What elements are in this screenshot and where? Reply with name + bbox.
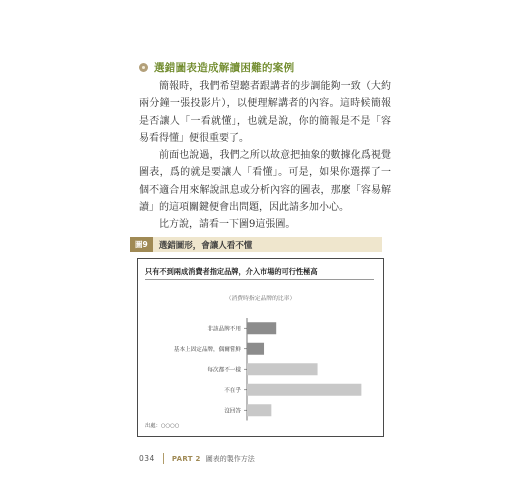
chart-frame xyxy=(137,258,384,437)
category-label: 基本上固定品牌，偶爾嘗鮮 xyxy=(173,346,241,353)
figure-caption-bar xyxy=(130,237,382,252)
chart-title-rule xyxy=(145,279,374,280)
figure-number-tag: 圖9 xyxy=(130,237,153,252)
category-label: 非該品牌不用 xyxy=(207,326,241,333)
page-number: 034 xyxy=(139,454,155,463)
paragraph: 比方說，請看一下圖9這張圖。 xyxy=(159,219,296,231)
bar-2 xyxy=(247,343,264,355)
category-label: 沒回答 xyxy=(224,408,241,415)
section-heading xyxy=(139,60,294,75)
part-title: 圖表的製作方法 xyxy=(205,454,255,463)
chart-title: 只有不到兩成消費者指定品牌，介入市場的可行性極高 xyxy=(145,267,318,276)
section-title: 選錯圖表造成解讀困難的案例 xyxy=(154,62,295,74)
bar-5 xyxy=(247,404,271,416)
figure-title: 選錯圖形，會讓人看不懂 xyxy=(158,240,253,251)
category-label: 不在乎 xyxy=(224,387,241,394)
bar-3 xyxy=(247,363,318,375)
footer-divider xyxy=(163,453,164,464)
paragraph: 簡報時，我們希望聽者跟講者的步調能夠一致（大約兩分鐘一張投影片），以便理解講者的內容。這時候簡報是否讓人「一看就懂」，也就是說，你的簡報是不是「容易看得懂」便很重要了。 xyxy=(139,81,391,144)
paragraph: 前面也說過，我們之所以故意把抽象的數據化爲視覺圖表，爲的就是要讓人「看懂」。可是，如果你選擇了一個不適合用來解說訊息或分析內容的圖表，那麼「容易解讀」的這項關鍵便會出問題，因此請多加小心。 xyxy=(139,150,391,214)
bar-chart xyxy=(138,259,383,436)
bar-4 xyxy=(247,384,361,396)
circle-bullet-icon xyxy=(139,63,148,72)
part-label: PART 2 xyxy=(171,454,201,463)
chart-source: 出處：○○○○ xyxy=(145,423,180,429)
body-text xyxy=(139,78,391,234)
page-footer xyxy=(139,453,255,464)
bar-1 xyxy=(247,322,276,334)
category-label: 每次都不一樣 xyxy=(207,367,241,374)
chart-subtitle: （消費時指定品牌的比率） xyxy=(225,296,296,302)
